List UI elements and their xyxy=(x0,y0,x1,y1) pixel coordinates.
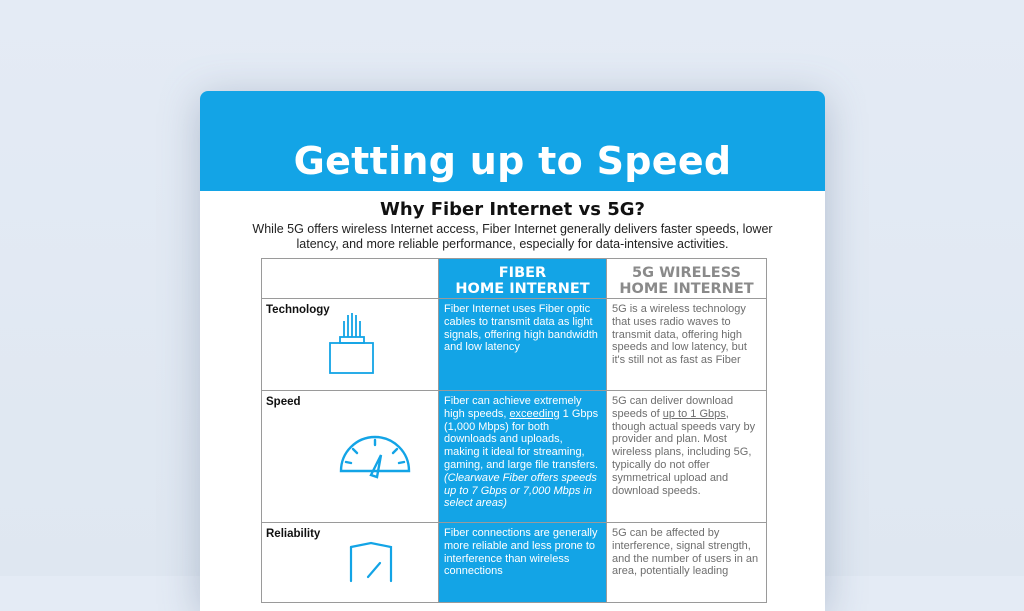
row-label-cell xyxy=(262,391,439,523)
table-row xyxy=(262,299,767,391)
table-header-row xyxy=(262,259,767,299)
title-banner xyxy=(200,91,825,191)
section-subtitle: Why Fiber Internet vs 5G? xyxy=(380,199,645,220)
row-label: Speed xyxy=(266,396,301,408)
fiber-text-post: 1 Gbps (1,000 Mbps) for both downloads and uploads, making it ideal for streaming, gaming, and large file transfers. xyxy=(444,407,599,471)
fiber-text-pre: Fiber can achieve extremely high speeds, xyxy=(444,395,582,420)
5g-cell: 5G can be affected by interference, signal strength, and the number of users in an area, potentially leading xyxy=(607,523,767,603)
fiber-cell: Fiber connections are generally more reliable and less prone to interference than wireless connections xyxy=(439,523,607,603)
speedometer-icon xyxy=(337,431,413,481)
5g-text-post: , though actual speeds vary by provider and plan. Most wireless plans, including 5G, typically do not offer symmetrical upload and download speeds. xyxy=(612,407,756,497)
row-label: Reliability xyxy=(266,528,321,540)
row-label-cell xyxy=(262,523,439,603)
5g-text-underlined: up to 1 Gbps xyxy=(662,407,726,420)
header-5g xyxy=(607,259,767,299)
5g-cell: 5G is a wireless technology that uses radio waves to transmit data, offering high speeds and low latency, but it's still not as fast as Fiber xyxy=(607,299,767,391)
table-row xyxy=(262,391,767,523)
table-row xyxy=(262,523,767,603)
header-5g-line2: HOME INTERNET xyxy=(619,281,754,297)
comparison-table xyxy=(261,258,767,603)
header-empty-cell xyxy=(262,259,439,299)
fiber-text-underlined: exceeding xyxy=(509,407,560,420)
header-fiber-line2: HOME INTERNET xyxy=(455,281,590,297)
intro-paragraph: While 5G offers wireless Internet access, Fiber Internet generally delivers faster speeds, lower latency, and more reliable performance, especially for data-intensive activities. xyxy=(252,222,773,251)
header-fiber-line1: FIBER xyxy=(498,265,547,281)
fiber-note: (Clearwave Fiber offers speeds up to 7 Gbps or 7,000 Mbps in select areas) xyxy=(444,471,597,510)
row-label: Technology xyxy=(266,304,330,316)
page-title: Getting up to Speed xyxy=(293,139,732,183)
header-5g-line1: 5G WIRELESS xyxy=(632,265,741,281)
header-fiber xyxy=(439,259,607,299)
fiber-cell xyxy=(439,391,607,523)
shield-icon xyxy=(346,541,396,591)
row-label-cell xyxy=(262,299,439,391)
fiber-cell: Fiber Internet uses Fiber optic cables to transmit data as light signals, offering high bandwidth and low latency xyxy=(439,299,607,391)
fiber-optic-icon xyxy=(320,309,380,375)
5g-cell xyxy=(607,391,767,523)
comparison-sheet xyxy=(200,91,825,611)
5g-text-pre: 5G can deliver download speeds of xyxy=(612,395,734,420)
